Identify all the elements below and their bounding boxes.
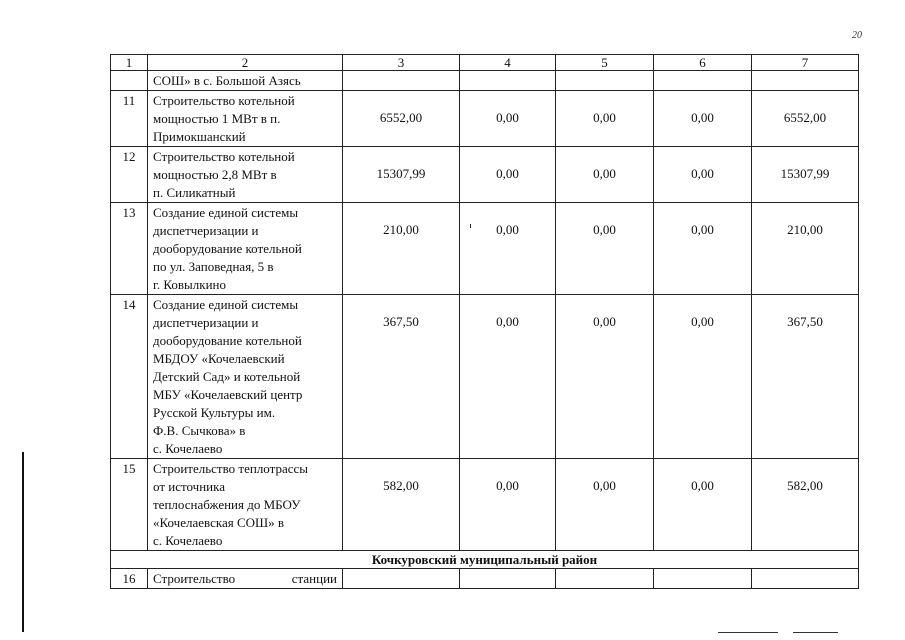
row-name-word: Строительство — [153, 571, 236, 586]
row-name-line: п. Силикатный — [153, 185, 236, 200]
value-cell-7: 6552,00 — [752, 91, 859, 147]
table-body — [111, 91, 859, 551]
value-cell-6: 0,00 — [654, 459, 752, 551]
row-number: 12 — [111, 147, 148, 203]
column-header-7: 7 — [752, 55, 859, 71]
row-number: 16 — [111, 569, 148, 589]
region-header-row — [111, 551, 859, 569]
value-cell-4: 0,00 — [460, 295, 556, 459]
row-name-line: Строительство котельной — [153, 93, 295, 108]
scan-edge-mark — [22, 452, 24, 632]
row-name — [148, 569, 343, 589]
row-name-line: МБДОУ «Кочелаевский — [153, 351, 285, 366]
row-name-line: г. Ковылкино — [153, 277, 226, 292]
page-number: 20 — [852, 30, 862, 41]
value-cell-6: 0,00 — [654, 91, 752, 147]
column-header-2: 2 — [148, 55, 343, 71]
value-cell-5: 0,00 — [556, 91, 654, 147]
table-row — [111, 569, 859, 589]
value-cell-6: 0,00 — [654, 295, 752, 459]
row-name-line: Детский Сад» и котельной — [153, 369, 301, 384]
row-name-line: теплоснабжения до МБОУ — [153, 497, 301, 512]
value-cell-6: 0,00 — [654, 203, 752, 295]
row-name-line: Создание единой системы — [153, 297, 299, 312]
column-header-5: 5 — [556, 55, 654, 71]
scan-line-mark — [793, 632, 838, 633]
column-header-1: 1 — [111, 55, 148, 71]
row-name-line: дооборудование котельной — [153, 333, 302, 348]
row-name-line: «Кочелаевская СОШ» в — [153, 515, 285, 530]
row-name — [148, 147, 343, 203]
scan-line-mark — [718, 632, 778, 633]
column-header-3: 3 — [343, 55, 460, 71]
row-name — [148, 91, 343, 147]
row-number: 11 — [111, 91, 148, 147]
row-name-line: Примокшанский — [153, 129, 246, 144]
row-name-line: Создание единой системы — [153, 205, 299, 220]
row-name-line: Строительство теплотрассы — [153, 461, 309, 476]
row-name-word: станции — [291, 571, 337, 586]
table-row — [111, 91, 859, 147]
row-name-line: диспетчеризации и — [153, 315, 259, 330]
region-title: Кочкуровский муниципальный район — [111, 551, 859, 569]
budget-table — [110, 54, 859, 589]
value-cell-4: 0,00 — [460, 203, 556, 295]
row-name-line: по ул. Заповедная, 5 в — [153, 259, 274, 274]
row-name — [148, 295, 343, 459]
row-name — [148, 203, 343, 295]
table-row — [111, 147, 859, 203]
row-name — [148, 459, 343, 551]
row-number: 14 — [111, 295, 148, 459]
column-number-header-row — [111, 55, 859, 71]
row-name-line: Строительство котельной — [153, 149, 295, 164]
value-cell-4: 0,00 — [460, 147, 556, 203]
row-name-line: Ф.В. Сычкова» в — [153, 423, 246, 438]
row-name-line: мощностью 2,8 МВт в — [153, 167, 277, 182]
scan-speck — [470, 224, 471, 228]
table-row — [111, 459, 859, 551]
table-row — [111, 295, 859, 459]
continuation-text: СОШ» в с. Большой Азясь — [148, 71, 343, 91]
value-cell-3: 6552,00 — [343, 91, 460, 147]
value-cell-5: 0,00 — [556, 147, 654, 203]
row-number: 13 — [111, 203, 148, 295]
value-cell-5: 0,00 — [556, 295, 654, 459]
row-name-line: Русской Культуры им. — [153, 405, 276, 420]
table-row — [111, 203, 859, 295]
value-cell-4: 0,00 — [460, 91, 556, 147]
value-cell-7: 582,00 — [752, 459, 859, 551]
row-name-line: с. Кочелаево — [153, 441, 223, 456]
row-name-line: от источника — [153, 479, 226, 494]
value-cell-4: 0,00 — [460, 459, 556, 551]
value-cell-5: 0,00 — [556, 459, 654, 551]
value-cell-7: 210,00 — [752, 203, 859, 295]
row-name-line: МБУ «Кочелаевский центр — [153, 387, 303, 402]
value-cell-6: 0,00 — [654, 147, 752, 203]
value-cell-3: 210,00 — [343, 203, 460, 295]
row-name-line: мощностью 1 МВт в п. — [153, 111, 281, 126]
value-cell-3: 367,50 — [343, 295, 460, 459]
row-name-line: с. Кочелаево — [153, 533, 223, 548]
column-header-4: 4 — [460, 55, 556, 71]
value-cell-5: 0,00 — [556, 203, 654, 295]
value-cell-7: 15307,99 — [752, 147, 859, 203]
value-cell-3: 15307,99 — [343, 147, 460, 203]
column-header-6: 6 — [654, 55, 752, 71]
continuation-row — [111, 71, 859, 91]
row-number: 15 — [111, 459, 148, 551]
row-name-line: дооборудование котельной — [153, 241, 302, 256]
value-cell-3: 582,00 — [343, 459, 460, 551]
row-name-line: диспетчеризации и — [153, 223, 259, 238]
value-cell-7: 367,50 — [752, 295, 859, 459]
